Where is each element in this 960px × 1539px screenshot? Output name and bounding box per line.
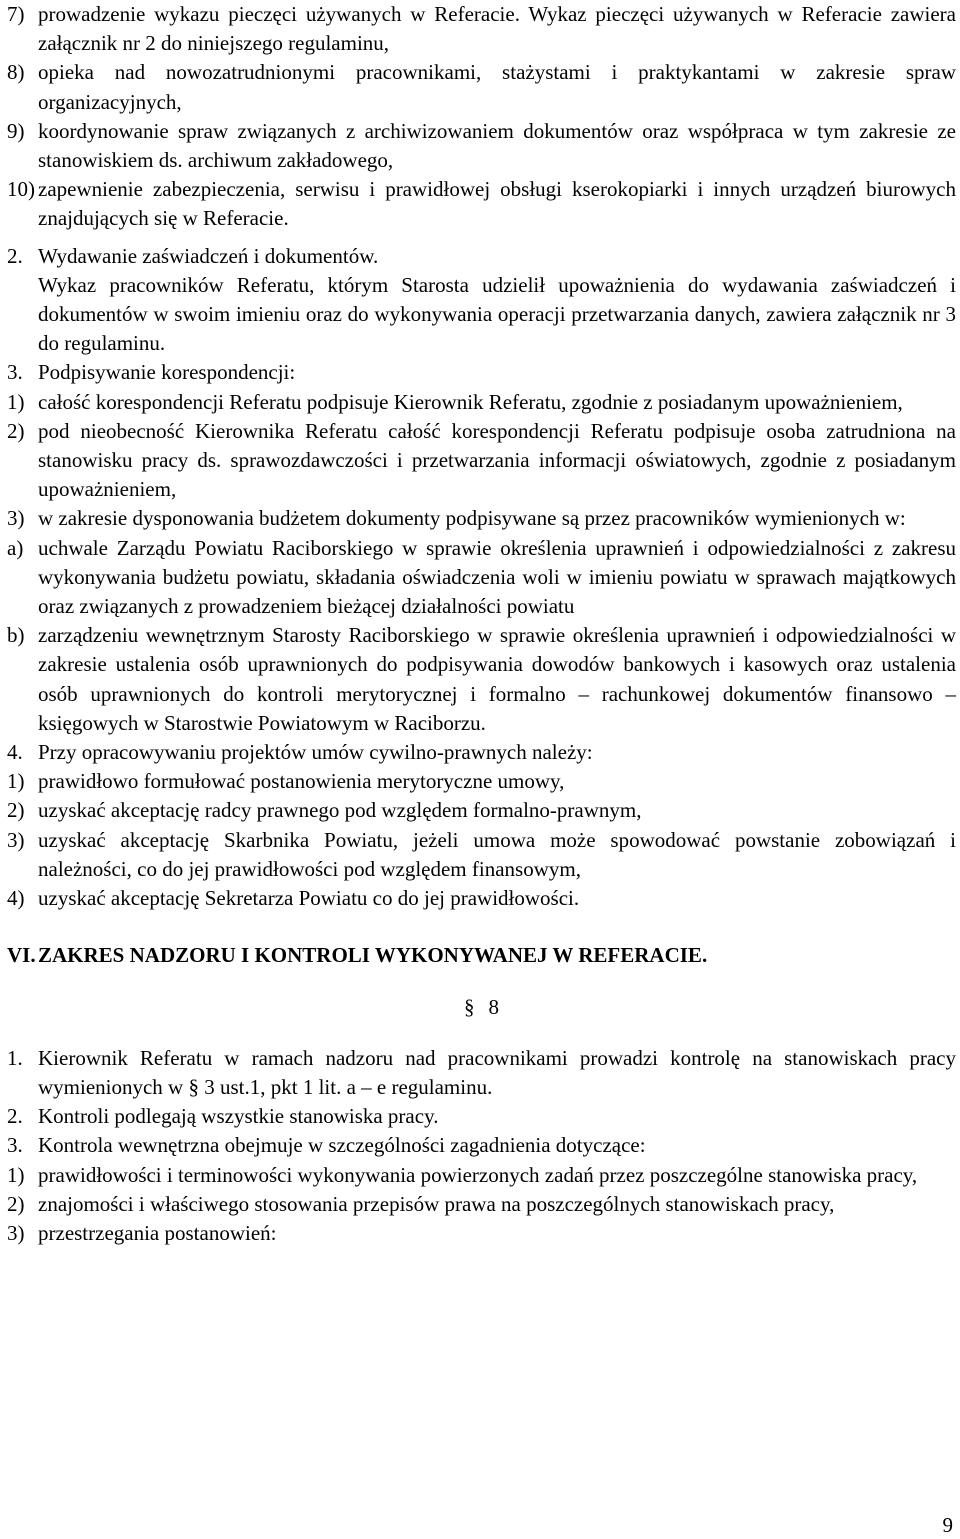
list-item-text: przestrzegania postanowień: bbox=[38, 1220, 277, 1245]
list-item-text: uzyskać akceptację radcy prawnego pod względem formalno-prawnym, bbox=[38, 798, 642, 823]
section-title: Podpisywanie korespondencji: bbox=[38, 360, 296, 385]
list-item bbox=[7, 767, 956, 796]
list-marker: 8) bbox=[7, 60, 25, 85]
list-item-text: opieka nad nowozatrudnionymi pracownikami, stażystami i praktykantami w zakresie spraw organizacyjnych, bbox=[38, 60, 956, 114]
section-number: 4. bbox=[7, 740, 23, 765]
list-item-text: uzyskać akceptację Sekretarza Powiatu co do jej prawidłowości. bbox=[38, 886, 580, 911]
list-marker: 3) bbox=[7, 827, 25, 852]
point-text: Kontrola wewnętrzna obejmuje w szczególności zagadnienia dotyczące: bbox=[38, 1133, 646, 1158]
list-item bbox=[7, 884, 956, 913]
list-item-text: uzyskać akceptację Skarbnika Powiatu, jeżeli umowa może spowodować powstanie zobowiązań i należności, co do jej prawidłowości pod względem finansowym, bbox=[38, 827, 956, 881]
list-item bbox=[7, 621, 956, 738]
list-item-text: pod nieobecność Kierownika Referatu całość korespondencji Referatu podpisuje osoba zatrudniona na stanowisku pracy ds. sprawozdawczości i przetwarzania informacji oświatowych, zgodnie z posiadanym upoważnieniem, bbox=[38, 418, 956, 502]
section-title: Wydawanie zaświadczeń i dokumentów. bbox=[38, 243, 379, 268]
list-item-text: zarządzeniu wewnętrznym Starosty Raciborskiego w sprawie określenia uprawnień i odpowiedzialności w zakresie ustalenia osób uprawnionych do podpisywania dowodów bankowych i kasowych oraz ustalenia osób uprawnionych do kontroli merytorycznej i formalno – rachunkowej dokumentów finansowo – księgowych w Starostwie Powiatowym w Raciborzu. bbox=[38, 623, 956, 735]
chapter-heading bbox=[7, 941, 956, 970]
numbered-point bbox=[7, 1131, 956, 1160]
chapter-number: VI. bbox=[7, 943, 36, 968]
document-page bbox=[7, 0, 956, 1248]
list-item bbox=[7, 1219, 956, 1248]
page-number: 9 bbox=[942, 1513, 953, 1537]
list-marker: a) bbox=[7, 535, 24, 560]
list-item bbox=[7, 826, 956, 884]
list-item-text: zapewnienie zabezpieczenia, serwisu i prawidłowej obsługi kserokopiarki i innych urządzeń biurowych znajdujących się w Referacie. bbox=[38, 177, 956, 231]
list-marker: 2) bbox=[7, 418, 25, 443]
list-item-text: prawidłowości i terminowości wykonywania powierzonych zadań przez poszczególne stanowiska pracy, bbox=[38, 1162, 918, 1187]
list-item bbox=[7, 1161, 956, 1190]
list-marker: 1) bbox=[7, 769, 25, 794]
list-item-text: prawidłowo formułować postanowienia merytoryczne umowy, bbox=[38, 769, 565, 794]
list-item bbox=[7, 0, 956, 58]
numbered-point bbox=[7, 1102, 956, 1131]
list-marker: 3) bbox=[7, 506, 25, 531]
list-marker: 10) bbox=[7, 177, 35, 202]
point-number: 1. bbox=[7, 1045, 23, 1070]
list-item bbox=[7, 534, 956, 622]
list-item-text: w zakresie dysponowania budżetem dokumenty podpisywane są przez pracowników wymienionych w: bbox=[38, 506, 906, 531]
list-item-text: prowadzenie wykazu pieczęci używanych w Referacie. Wykaz pieczęci używanych w Referacie zawiera załącznik nr 2 do niniejszego regulaminu, bbox=[38, 2, 956, 56]
list-marker: 9) bbox=[7, 118, 25, 143]
list-item bbox=[7, 58, 956, 116]
section-heading bbox=[7, 242, 956, 271]
section-body-text: Wykaz pracowników Referatu, którym Starosta udzielił upoważnienia do wydawania zaświadczeń i dokumentów w swoim imieniu oraz do wykonywania operacji przetwarzania danych, zawiera załącznik nr 3 do regulaminu. bbox=[38, 272, 956, 356]
section-body bbox=[7, 271, 956, 359]
list-item-text: koordynowanie spraw związanych z archiwizowaniem dokumentów oraz współpraca w tym zakresie ze stanowiskiem ds. archiwum zakładowego, bbox=[38, 118, 956, 173]
list-item bbox=[7, 117, 956, 175]
list-item bbox=[7, 796, 956, 825]
list-marker: 2) bbox=[7, 1191, 25, 1216]
list-marker: 7) bbox=[7, 2, 25, 26]
chapter-title: ZAKRES NADZORU I KONTROLI WYKONYWANEJ W REFERACIE. bbox=[38, 943, 708, 968]
paragraph-sign: § bbox=[464, 994, 475, 1019]
list-marker: 1) bbox=[7, 1162, 25, 1187]
list-item-text: uchwale Zarządu Powiatu Raciborskiego w sprawie określenia uprawnień i odpowiedzialności z zakresu wykonywania budżetu powiatu, składania oświadczenia woli w imieniu powiatu w sprawach majątkowych oraz związanych z prowadzeniem bieżącej działalności powiatu bbox=[38, 535, 956, 619]
point-text: Kierownik Referatu w ramach nadzoru nad pracownikami prowadzi kontrolę na stanowiskach pracy wymienionych w § 3 ust.1, pkt 1 lit. a – e regulaminu. bbox=[38, 1045, 956, 1099]
section-number: 2. bbox=[7, 243, 23, 268]
list-marker: 4) bbox=[7, 886, 25, 911]
point-text: Kontroli podlegają wszystkie stanowiska pracy. bbox=[38, 1104, 439, 1129]
paragraph-number: 8 bbox=[488, 994, 499, 1019]
list-item-text: całość korespondencji Referatu podpisuje Kierownik Referatu, zgodnie z posiadanym upoważnieniem, bbox=[38, 389, 903, 414]
list-item bbox=[7, 417, 956, 505]
list-item-text: znajomości i właściwego stosowania przepisów prawa na poszczególnych stanowiskach pracy, bbox=[38, 1191, 835, 1216]
section-heading bbox=[7, 738, 956, 767]
list-item bbox=[7, 388, 956, 417]
list-marker: 3) bbox=[7, 1220, 25, 1245]
list-item bbox=[7, 1190, 956, 1219]
section-number: 3. bbox=[7, 360, 23, 385]
point-number: 3. bbox=[7, 1133, 23, 1158]
list-marker: b) bbox=[7, 623, 25, 648]
point-number: 2. bbox=[7, 1104, 23, 1129]
list-marker: 2) bbox=[7, 798, 25, 823]
section-title: Przy opracowywaniu projektów umów cywilno-prawnych należy: bbox=[38, 740, 593, 765]
paragraph-mark bbox=[7, 993, 956, 1022]
list-marker: 1) bbox=[7, 389, 25, 414]
section-heading bbox=[7, 358, 956, 387]
list-item bbox=[7, 504, 956, 533]
numbered-point bbox=[7, 1044, 956, 1102]
list-item bbox=[7, 175, 956, 233]
